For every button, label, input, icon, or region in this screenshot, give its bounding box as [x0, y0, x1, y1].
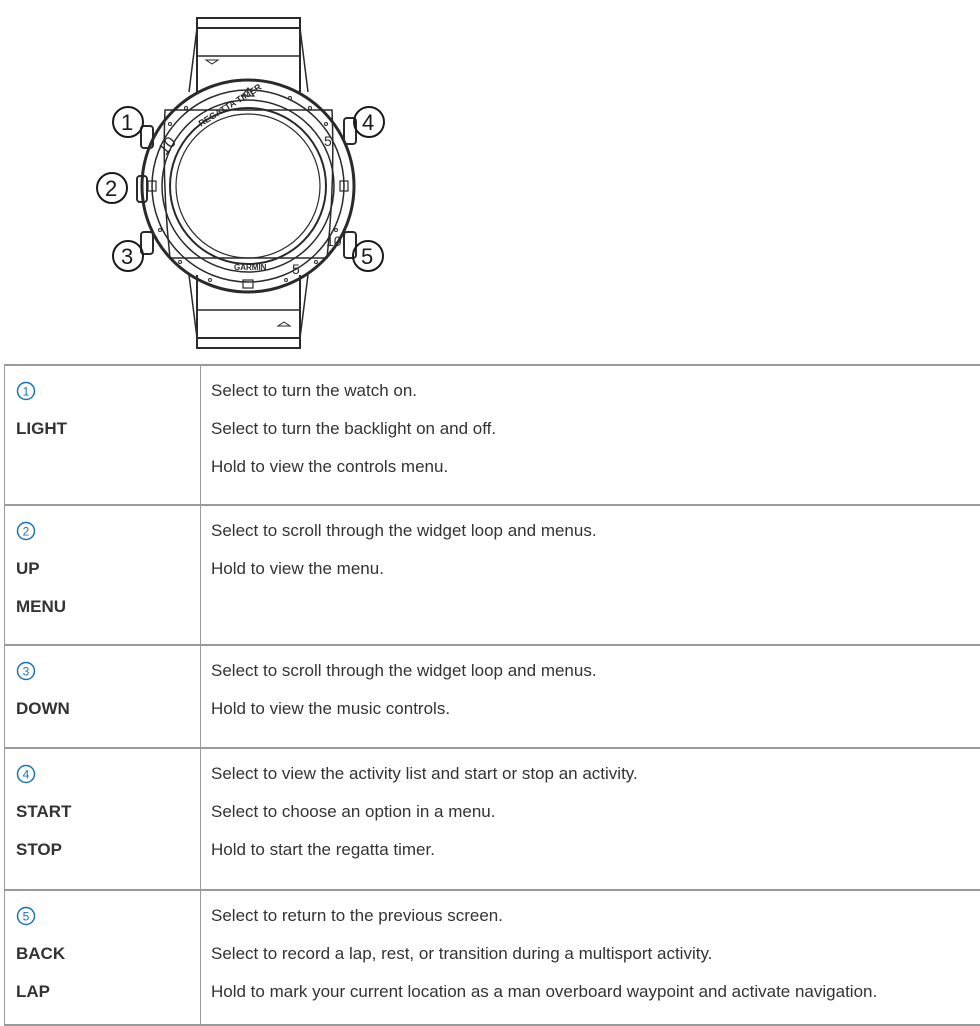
svg-text:2: 2: [22, 524, 30, 539]
description-line: Hold to view the menu.: [211, 559, 384, 578]
key-label-down: DOWN: [16, 699, 70, 718]
callout-2: 2: [105, 176, 118, 201]
description-line: Hold to view the music controls.: [211, 699, 451, 718]
number-badge-icon: [16, 906, 36, 926]
key-cell: [5, 645, 201, 748]
key-cell: [5, 365, 201, 505]
key-label-light: LIGHT: [16, 419, 67, 438]
number-badge-icon: [16, 381, 36, 401]
description-cell: [201, 505, 980, 645]
back-button-shape: [344, 232, 356, 258]
description-line: Select to scroll through the widget loop and menus.: [211, 521, 597, 540]
callout-3: 3: [121, 244, 134, 269]
description-cell: [201, 365, 980, 505]
table-row: [5, 365, 980, 505]
bezel-number-10-left: 10: [155, 133, 180, 159]
description-cell: [201, 645, 980, 748]
description-line: Select to scroll through the widget loop and menus.: [211, 661, 597, 680]
svg-text:5: 5: [22, 909, 30, 924]
callout-1: 1: [121, 110, 134, 135]
callout-5: 5: [361, 244, 374, 269]
description-line: Hold to view the controls menu.: [211, 457, 449, 476]
key-label-lap: LAP: [16, 982, 50, 1001]
bezel-number-10-right: 10: [326, 233, 342, 249]
key-cell: [5, 890, 201, 1025]
description-line: Select to turn the backlight on and off.: [211, 419, 497, 438]
bezel-text-regatta: REGATTA TIMER: [196, 81, 264, 129]
svg-text:4: 4: [22, 767, 30, 782]
number-badge-icon: [16, 661, 36, 681]
bezel-text-brand: GARMIN: [234, 263, 267, 272]
number-badge-icon: [16, 764, 36, 784]
key-label-start: START: [16, 802, 72, 821]
key-cell: [5, 748, 201, 890]
bezel-number-5-right: 5: [324, 133, 332, 149]
key-label-back: BACK: [16, 944, 66, 963]
key-cell: [5, 505, 201, 645]
description-line: Select to choose an option in a menu.: [211, 802, 496, 821]
key-label-up: UP: [16, 559, 40, 578]
svg-text:3: 3: [22, 664, 30, 679]
bezel-number-5-bottom: 5: [292, 261, 300, 277]
watch-diagram: [0, 0, 480, 362]
description-line: Hold to mark your current location as a man overboard waypoint and activate navigation.: [211, 982, 878, 1001]
bottom-band-tip: [197, 338, 300, 348]
top-band-tip: [197, 18, 300, 28]
callout-4: 4: [362, 110, 375, 135]
table-row: [5, 748, 980, 890]
description-line: Hold to start the regatta timer.: [211, 840, 435, 859]
description-line: Select to record a lap, rest, or transition during a multisport activity.: [211, 944, 713, 963]
description-line: Select to turn the watch on.: [211, 381, 418, 400]
watch-figure: [0, 0, 480, 362]
number-badge-icon: [16, 521, 36, 541]
key-function-table: [4, 364, 980, 1026]
description-line: Select to return to the previous screen.: [211, 906, 503, 925]
svg-text:1: 1: [22, 384, 30, 399]
description-line: Select to view the activity list and start or stop an activity.: [211, 764, 638, 783]
description-cell: [201, 890, 980, 1025]
table-row: [5, 645, 980, 748]
table-row: [5, 890, 980, 1025]
key-label-menu: MENU: [16, 597, 67, 616]
table-row: [5, 505, 980, 645]
key-label-stop: STOP: [16, 840, 62, 859]
description-cell: [201, 748, 980, 890]
